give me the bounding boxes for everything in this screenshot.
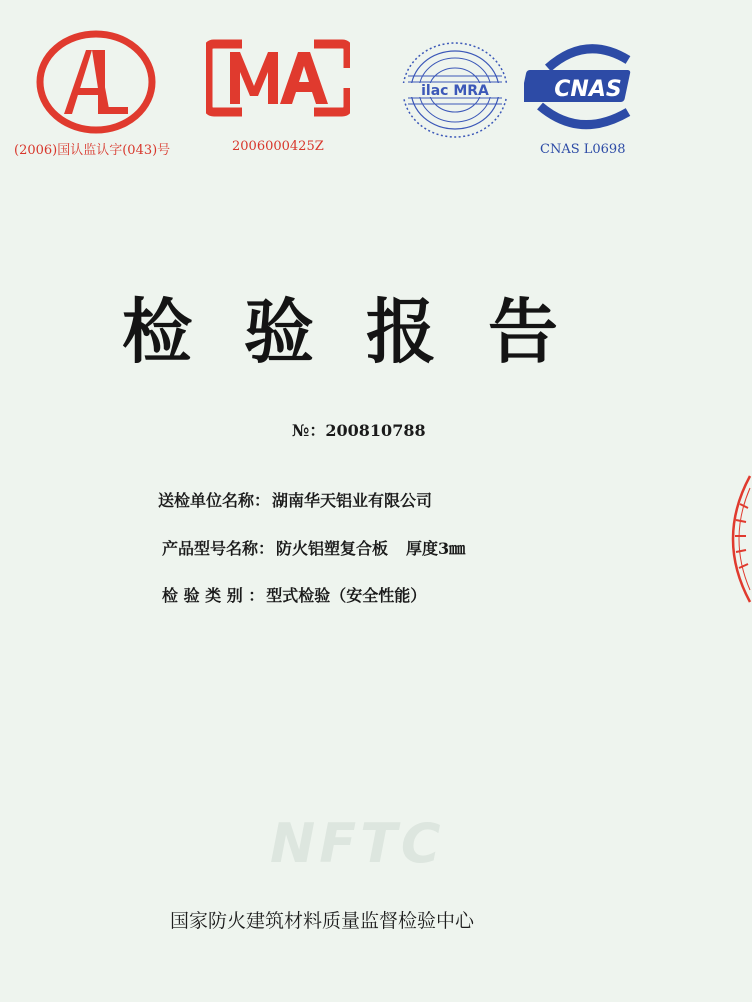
test-type-value: 型式检验（安全性能） [266,586,427,605]
cma-logo [206,38,350,118]
svg-text:ilac MRA: ilac MRA [421,83,489,99]
product-label: 产品型号名称： [162,539,275,558]
product-field [162,536,465,559]
issuing-organization: 国家防火建筑材料质量监督检验中心 [170,910,475,932]
official-seal-partial [726,474,752,608]
client-label: 送检单位名称： [158,491,271,510]
client-field [158,488,432,511]
cnas-logo [524,36,648,136]
svg-text:CNAS: CNAS [554,77,622,102]
ilac-mra-logo [398,38,512,142]
nftc-watermark: NFTC [270,812,445,875]
product-value: 防火铝塑复合板 [276,539,389,558]
cal-cert-number: (2006)国认监认字(043)号 [14,143,171,158]
cnas-cert-number: CNAS L0698 [540,142,626,157]
cma-cert-number: 2006000425Z [232,139,324,154]
test-type-field [162,583,426,606]
report-title: 检验报告 [122,291,610,373]
cal-logo [36,30,156,134]
client-value: 湖南华天铝业有限公司 [272,491,433,510]
product-thickness: 厚度3㎜ [406,539,466,558]
test-type-label: 检 验 类 别 ： [162,586,265,605]
report-number: №：200810788 [292,421,426,440]
